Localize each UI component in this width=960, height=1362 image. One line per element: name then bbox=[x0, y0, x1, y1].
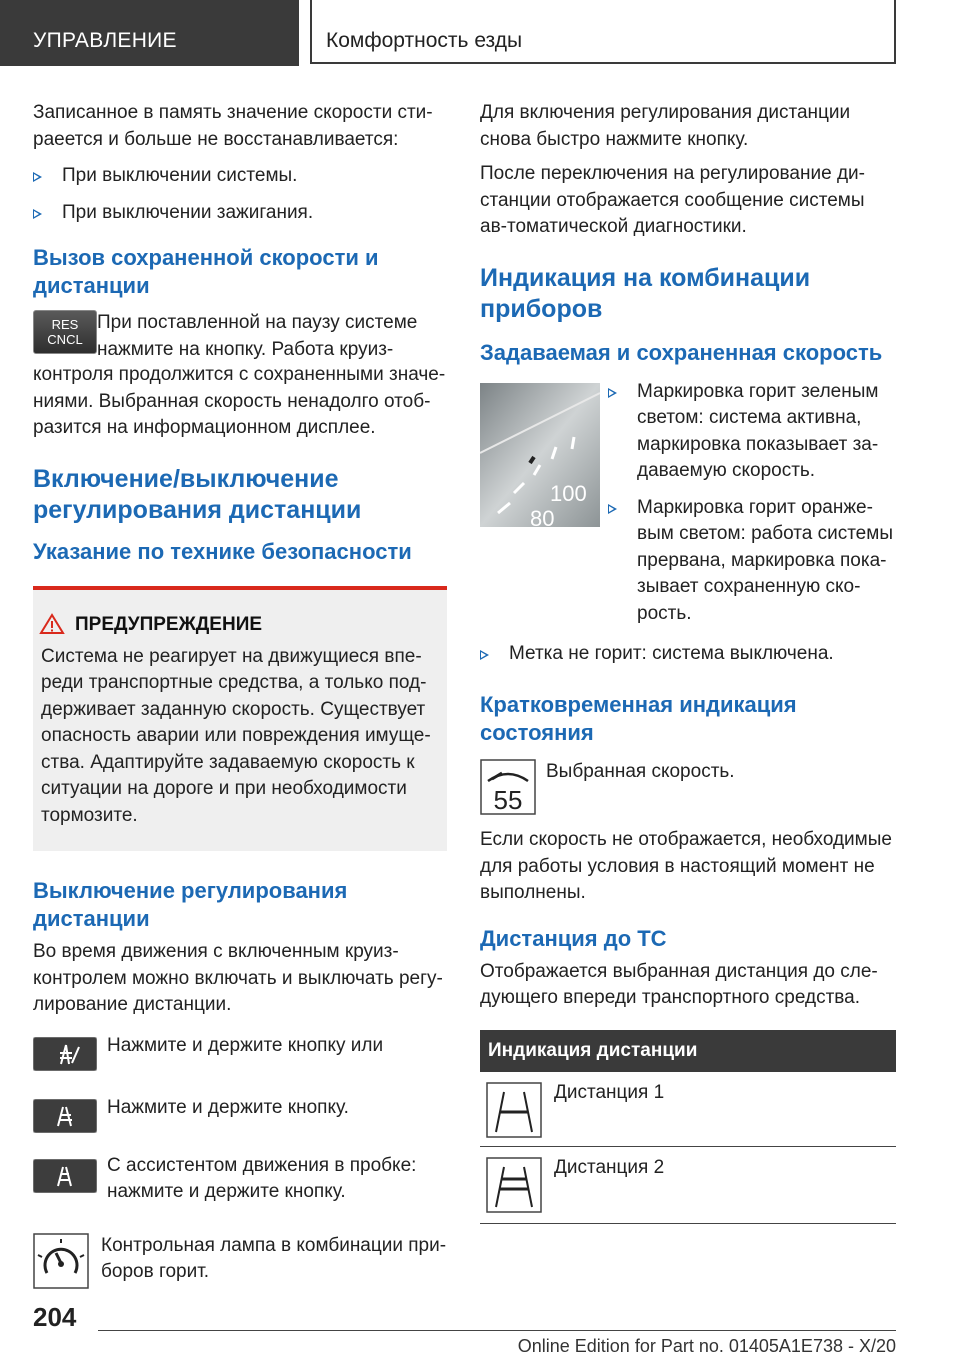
cruise-control-lamp-icon bbox=[33, 1233, 89, 1289]
table-cell: Дистанция 2 bbox=[554, 1156, 665, 1178]
step-row bbox=[33, 1153, 447, 1223]
list-item bbox=[608, 379, 896, 485]
section-title: УПРАВЛЕНИЕ bbox=[0, 0, 299, 66]
step-text: Нажмите и держите кнопку или bbox=[107, 1034, 384, 1056]
list-item-text: При выключении системы. bbox=[62, 165, 298, 186]
status-heading: Кратковременная индикация состояния bbox=[480, 692, 797, 745]
speed-label-80: 80 bbox=[530, 505, 555, 527]
right-column bbox=[480, 100, 896, 1224]
status-text: Выбранная скорость. bbox=[546, 761, 735, 782]
list-item bbox=[33, 163, 447, 190]
step-row bbox=[33, 1033, 447, 1091]
bullet-triangle-icon bbox=[33, 172, 42, 182]
warning-text: Система не реагирует на движущиеся впе-реди транспортные средства, а только под-держивает заданную скорость. Существует опасность аварии или повреждения имуще-ства. Адаптируйте задаваемую скорость к ситуации на дороге и при необходимости тормозите. bbox=[41, 645, 431, 826]
table-header: Индикация дистанции bbox=[480, 1030, 896, 1072]
speed-status-value: 55 bbox=[493, 785, 523, 815]
table-row bbox=[480, 1072, 896, 1147]
step-text: С ассистентом движения в пробке: нажмите и держите кнопку. bbox=[107, 1154, 417, 1202]
onoff-heading: Включение/выключение регулирования дистанции bbox=[33, 464, 362, 524]
distance-table bbox=[480, 1030, 896, 1224]
bullet-triangle-icon bbox=[33, 209, 42, 219]
recall-text-continued: контроля продолжится с сохраненными значе-ниями. Выбранная скорость ненадолго отоб-разится на информационном дисплее. bbox=[33, 364, 446, 438]
footer-divider bbox=[98, 1330, 896, 1331]
distance-text: Отображается выбранная дистанция до сле-дующего впереди транспортного средства. bbox=[480, 960, 878, 1008]
lamp-row bbox=[33, 1233, 447, 1293]
page-number: 204 bbox=[33, 1302, 77, 1332]
distance-button-icon bbox=[33, 1099, 97, 1133]
speed-list bbox=[608, 379, 896, 628]
lamp-text: Контрольная лампа в комбинации при-боров горит. bbox=[101, 1234, 447, 1282]
list-item-text: Маркировка горит оранже-вым светом: работа системы прервана, маркировка пока-зывает сохраненную ско-рость. bbox=[637, 496, 893, 624]
table-row bbox=[480, 1147, 896, 1224]
edition-text: Online Edition for Part no. 01405A1E738 - X/20 bbox=[517, 1336, 896, 1356]
table-cell: Дистанция 1 bbox=[554, 1081, 665, 1103]
warning-triangle-icon bbox=[39, 613, 65, 635]
distance-button-icon bbox=[33, 1037, 97, 1071]
list-item-text: При выключении зажигания. bbox=[62, 201, 314, 223]
intro-text: Записанное в память значение скорости сти-раеется и больше не восстанавливается: bbox=[33, 102, 433, 150]
step-row bbox=[33, 1095, 447, 1153]
warning-box bbox=[33, 586, 447, 852]
page-header bbox=[0, 0, 960, 66]
status-note: Если скорость не отображается, необходимые для работы условия в настоящий момент не выполнены. bbox=[480, 829, 892, 903]
speedometer-image bbox=[480, 383, 600, 527]
bullet-triangle-icon bbox=[480, 650, 489, 660]
speed-section bbox=[480, 379, 896, 641]
safety-heading: Указание по технике безопасности bbox=[33, 538, 412, 564]
left-column bbox=[33, 100, 447, 1293]
cluster-heading: Индикация на комбинации приборов bbox=[480, 263, 811, 323]
list-item-text: Маркировка горит зеленым светом: система активна, маркировка показывает за-даваемую скорость. bbox=[637, 380, 879, 481]
traffic-jam-assistant-icon bbox=[33, 1159, 97, 1193]
bullet-triangle-icon bbox=[608, 388, 617, 398]
distance-2-icon bbox=[486, 1157, 542, 1213]
status-row bbox=[480, 759, 896, 819]
step-text: Нажмите и держите кнопку. bbox=[107, 1096, 349, 1118]
off-text: Во время движения с включенным круиз-контролем можно включать и выключать регу-лирование дистанции. bbox=[33, 941, 443, 1015]
recall-heading: Вызов сохраненной скорости и дистанции bbox=[33, 245, 379, 298]
warning-title: ПРЕДУПРЕЖДЕНИЕ bbox=[75, 612, 435, 638]
list-item bbox=[608, 495, 896, 628]
diagnostic-text: После переключения на регулирование ди-станции отображается сообщение системы ав-томатической диагностики. bbox=[480, 163, 865, 237]
bullet-triangle-icon bbox=[608, 504, 617, 514]
distance-1-icon bbox=[486, 1082, 542, 1138]
list-item bbox=[480, 641, 896, 668]
activate-text: Для включения регулирования дистанции снова быстро нажмите кнопку. bbox=[480, 102, 851, 150]
speed-status-icon bbox=[480, 759, 536, 815]
recall-row bbox=[33, 310, 447, 364]
speed-heading: Задаваемая и сохраненная скорость bbox=[480, 339, 883, 365]
speed-label-100: 100 bbox=[550, 480, 587, 506]
subsection-title: Комфортность езды bbox=[310, 0, 896, 64]
distance-heading: Дистанция до ТС bbox=[480, 925, 667, 951]
off-heading: Выключение регулирования дистанции bbox=[33, 878, 348, 931]
res-cncl-button-icon: RES CNCL bbox=[33, 310, 97, 354]
list-item-text: Метка не горит: система выключена. bbox=[509, 642, 834, 664]
list-item bbox=[33, 200, 447, 227]
recall-text: При поставленной на паузу системе нажмите на кнопку. Работа круиз- bbox=[97, 312, 418, 360]
